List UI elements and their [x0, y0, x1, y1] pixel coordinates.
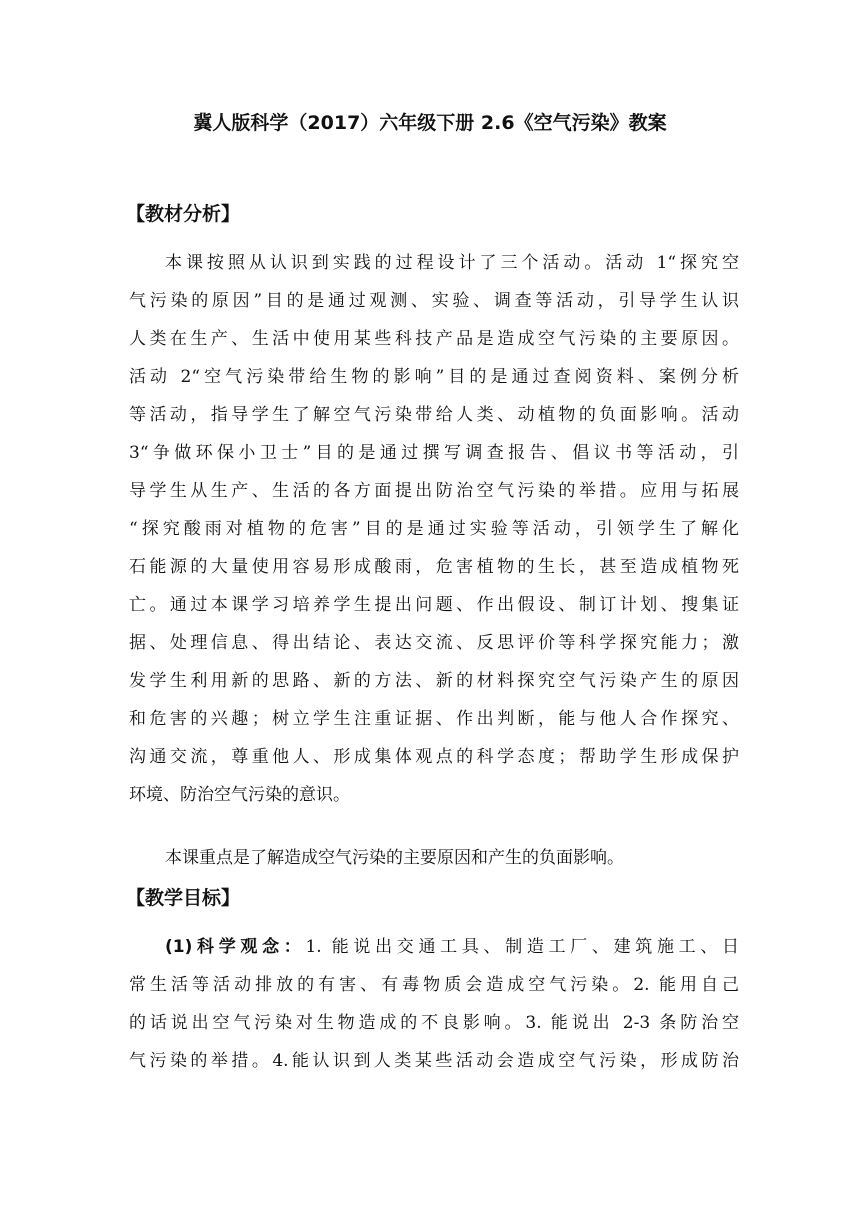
analysis-line: 沟通交流，尊重他人、形成集体观点的科学态度；帮助学生形成保护 [129, 747, 739, 767]
document-title: 冀人版科学（2017）六年级下册 2.6《空气污染》教案 [193, 112, 667, 134]
analysis-line: 导学生从生产、生活的各方面提出防治空气污染的举措。应用与拓展 [129, 481, 739, 501]
analysis-line: “探究酸雨对植物的危害”目的是通过实验等活动，引领学生了解化 [129, 519, 739, 539]
analysis-line: 等活动，指导学生了解空气污染带给人类、动植物的负面影响。活动 [129, 405, 739, 425]
goal-first-line [129, 928, 739, 966]
analysis-line: 亡。通过本课学习培养学生提出问题、作出假设、制订计划、搜集证 [129, 595, 739, 615]
analysis-line: 发学生利用新的思路、新的方法、新的材料探究空气污染产生的原因 [129, 671, 739, 691]
analysis-line: 3“争做环保小卫士”目的是通过撰写调查报告、倡议书等活动，引 [129, 443, 739, 463]
goal-label: (1)科学观念： [165, 937, 306, 957]
analysis-line: 石能源的大量使用容易形成酸雨，危害植物的生长，甚至造成植物死 [129, 557, 739, 577]
goal-line: 的话说出空气污染对生物造成的不良影响。3. 能说出 2-3 条防治空 [129, 1013, 739, 1033]
key-point-text: 本课重点是了解造成空气污染的主要原因和产生的负面影响。 [165, 848, 624, 868]
analysis-line: 据、处理信息、得出结论、表达交流、反思评价等科学探究能力；激 [129, 633, 739, 653]
analysis-line: 本课按照从认识到实践的过程设计了三个活动。活动 1“探究空 [165, 253, 739, 273]
analysis-line: 环境、防治空气污染的意识。 [129, 785, 350, 805]
heading-textbook-analysis: 【教材分析】 [126, 203, 241, 225]
analysis-line: 活动 2“空气污染带给生物的影响”目的是通过查阅资料、案例分析 [129, 367, 739, 387]
analysis-line: 气污染的原因”目的是通过观测、实验、调查等活动，引导学生认识 [129, 291, 739, 311]
heading-teaching-objectives: 【教学目标】 [126, 887, 241, 909]
analysis-line: 和危害的兴趣；树立学生注重证据、作出判断，能与他人合作探究、 [129, 709, 739, 729]
goal-line: 气污染的举措。4.能认识到人类某些活动会造成空气污染，形成防治 [129, 1051, 739, 1071]
goal-first-text: 1. 能说出交通工具、制造工厂、建筑施工、日 [305, 937, 739, 957]
analysis-paragraph [129, 244, 739, 840]
science-concept-paragraph [129, 928, 739, 1080]
key-point-paragraph [129, 839, 739, 877]
goal-line: 常生活等活动排放的有害、有毒物质会造成空气污染。2. 能用自己 [129, 975, 739, 995]
analysis-line: 人类在生产、生活中使用某些科技产品是造成空气污染的主要原因。 [129, 329, 739, 349]
